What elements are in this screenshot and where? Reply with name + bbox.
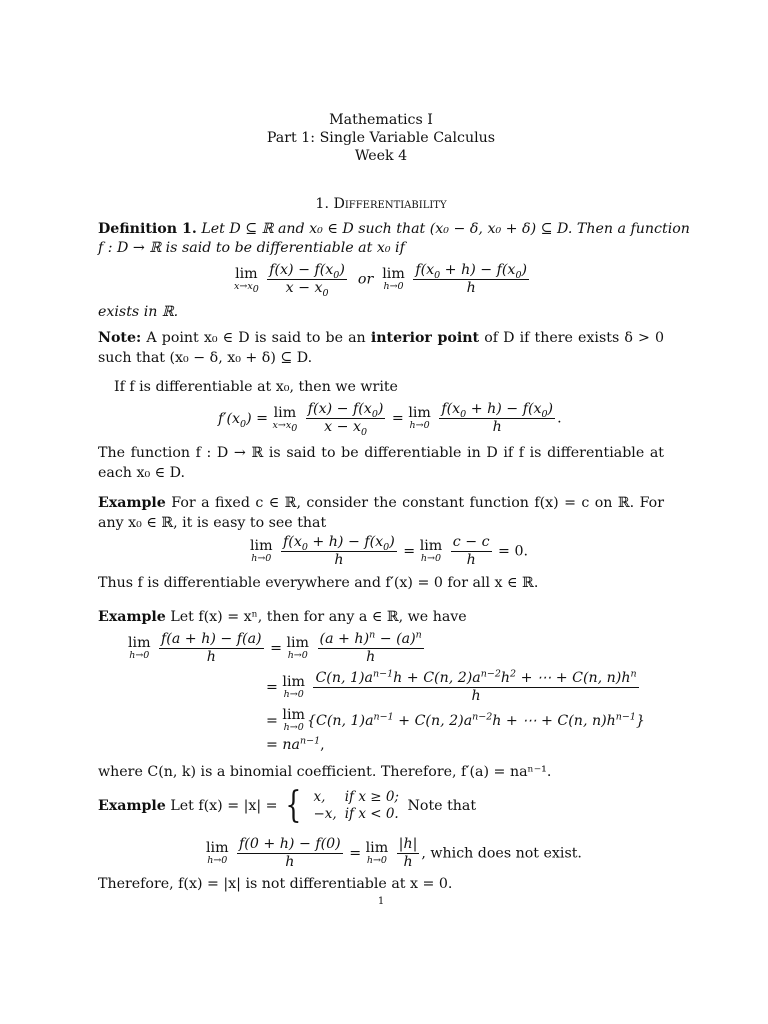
- case-1-value: x,: [313, 789, 326, 805]
- document-part: Part 1: Single Variable Calculus: [266, 130, 496, 146]
- abs-quotient: $\frac{|h|}{h}$: [398, 836, 418, 870]
- difference-quotient-2: $\frac{f(x_0 + h) - f(x_0)}{h}$: [441, 401, 554, 435]
- example-1-text: For a fixed c ∈ ℝ, consider the constant function f(x) = c on ℝ. For any x₀ ∈ ℝ, it is easy to see that: [98, 495, 664, 531]
- derivative-equation: $f'(x_0) = \lim$ $x\to x_0$ $\frac{f(x) - f(x_0)}{x - x_0}$ = lim h→0 $\frac{f(x_0 + h) - f(x_0)}{h}$ .: [218, 401, 562, 438]
- limit-operator: lim h→0: [408, 404, 431, 431]
- left-brace: {: [285, 785, 302, 826]
- definition-text-1: Let D ⊆ ℝ and x₀ ∈ D such that (x₀ − δ, x₀ + δ) ⊆ D. Then a function: [201, 221, 690, 237]
- example-2-row-4: = $na^{n-1}$,: [266, 735, 325, 753]
- example-1-paragraph: [98, 493, 664, 533]
- note-text-after: of D if there exists δ > 0 such that (x₀ − δ, x₀ + δ) ⊆ D.: [98, 330, 665, 366]
- definition-text-2: f : D → ℝ is said to be differentiable at x₀ if: [98, 240, 405, 256]
- limit-operator: lim $x\to x_0$: [234, 265, 259, 295]
- exists-text: exists in ℝ.: [98, 304, 179, 320]
- case-2-value: −x,: [313, 806, 337, 822]
- example-3-conclusion: Therefore, f(x) = |x| is not differentiable at x = 0.: [98, 876, 453, 892]
- section-number: 1.: [315, 196, 329, 212]
- example-1-conclusion: Thus f is differentiable everywhere and f′(x) = 0 for all x ∈ ℝ.: [98, 575, 539, 591]
- definition-exists: [98, 304, 664, 320]
- binomial-expansion-quotient: $\frac{C(n, 1)a^{n-1}h + C(n, 2)a^{n-2}h^2 + \cdots + C(n, n)h^n}{h}$: [315, 668, 637, 704]
- definition-line-2: [98, 240, 664, 256]
- limit-operator: lim h→0: [282, 673, 305, 700]
- difference-quotient-1: $\frac{f(x) - f(x_0)}{x - x_0}$: [307, 401, 384, 438]
- example-3-label: Example: [98, 798, 166, 814]
- limit-operator: lim h→0: [206, 839, 229, 866]
- piecewise-cases: [310, 789, 403, 823]
- function-differentiable-paragraph: The function f : D → ℝ is said to be differentiable in D if f is differentiable at each x₀ ∈ D.: [98, 445, 664, 481]
- example-1-label: Example: [98, 495, 166, 511]
- limit-operator: lim h→0: [419, 537, 443, 564]
- example-2-text: Let f(x) = xⁿ, then for any a ∈ ℝ, we have: [170, 609, 467, 625]
- example-3-equation: lim h→0 $\frac{f(0 + h) - f(0)}{h}$ = lim h→0 $\frac{|h|}{h}$ , which does not exist.: [206, 836, 582, 870]
- example-2-label: Example: [98, 609, 166, 625]
- example-2-row-2: = lim h→0 $\frac{C(n, 1)a^{n-1}h + C(n, 2)a^{n-2}h^2 + \cdots + C(n, n)h^n}{h}$: [266, 668, 637, 704]
- limit-operator: lim h→0: [365, 839, 389, 866]
- section-heading: [98, 196, 664, 212]
- derivative-intro: If f is differentiable at x₀, then we write: [114, 379, 398, 395]
- abs-difference-quotient: $\frac{f(0 + h) - f(0)}{h}$: [239, 836, 341, 870]
- constant-quotient: $\frac{c - c}{h}$: [452, 534, 490, 568]
- limit-operator: lim h→0: [282, 707, 305, 733]
- example-2-intro: [98, 609, 664, 625]
- note-text-before: A point x₀ ∈ D is said to be an: [146, 330, 366, 346]
- note-paragraph: [98, 328, 664, 368]
- expanded-quotient: $\frac{(a + h)^n - (a)^n}{h}$: [319, 629, 422, 665]
- limit-operator: lim h→0: [128, 634, 151, 661]
- case-2-condition: if x < 0.: [344, 806, 399, 822]
- limit-operator: lim h→0: [250, 537, 273, 564]
- document-title: Mathematics I: [329, 112, 433, 128]
- page-number: 1: [377, 896, 385, 907]
- definition-equation: [234, 262, 531, 297]
- difference-quotient-2: $\frac{f(x_0 + h) - f(x_0)}{h}$: [415, 262, 528, 296]
- power-difference-quotient: $\frac{f(a + h) - f(a)}{h}$: [161, 631, 262, 665]
- example-2-conclusion: where C(n, k) is a binomial coefficient. Therefore, f′(a) = naⁿ⁻¹.: [98, 764, 552, 780]
- does-not-exist-text: , which does not exist.: [421, 845, 582, 862]
- note-label: Note:: [98, 330, 142, 346]
- example-1-equation: lim h→0 $\frac{f(x_0 + h) - f(x_0)}{h}$ = lim h→0 $\frac{c - c}{h}$ = 0.: [250, 534, 528, 568]
- example-3-intro: [98, 785, 477, 826]
- note-that-text: Note that: [407, 798, 477, 814]
- case-1-condition: if x ≥ 0;: [344, 789, 399, 805]
- example-3-text: Let f(x) = |x| =: [170, 798, 278, 814]
- limit-operator: lim h→0: [286, 634, 310, 661]
- or-word: or: [357, 271, 374, 288]
- definition-line-1: [98, 221, 690, 237]
- difference-quotient-1: $\frac{f(x) - f(x_0)}{x - x_0}$: [269, 262, 345, 299]
- definition-label: Definition 1.: [98, 221, 197, 237]
- limit-operator: lim h→0: [382, 265, 405, 292]
- document-page: [98, 0, 690, 1024]
- example-2-row-1: lim h→0 $\frac{f(a + h) - f(a)}{h}$ = lim h→0 $\frac{(a + h)^n - (a)^n}{h}$: [128, 629, 422, 665]
- example-2-row-3: = lim h→0 {C(n, $1)a^{n-1} + C(n$, $2)a^{n-2}h$ + ⋯ + C(n, $n)h^{n-1}$}: [266, 707, 645, 733]
- document-week: Week 4: [354, 148, 408, 164]
- interior-point-term: interior point: [370, 330, 480, 346]
- difference-quotient: $\frac{f(x_0 + h) - f(x_0)}{h}$: [283, 534, 395, 568]
- section-title: Differentiability: [333, 196, 447, 212]
- limit-operator: lim $x\to x_0$: [272, 404, 298, 434]
